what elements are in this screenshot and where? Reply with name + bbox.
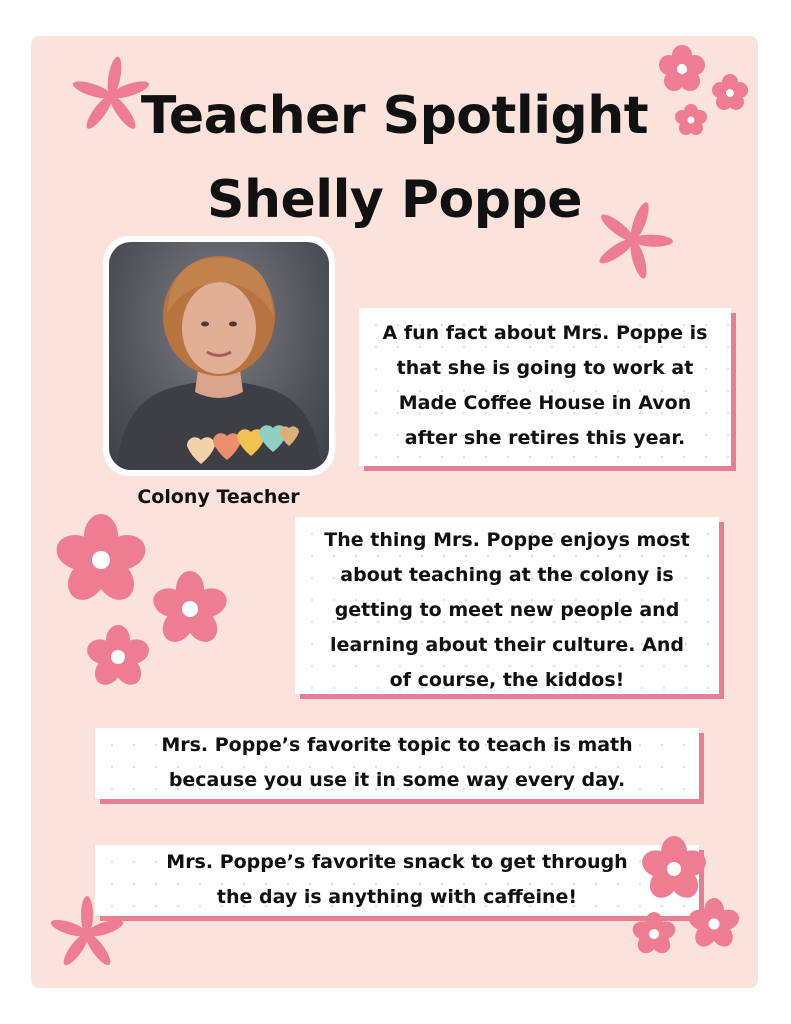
- fact-line: Made Coffee House in Avon: [398, 392, 692, 414]
- teacher-name: Shelly Poppe: [207, 170, 582, 230]
- fact-box-favorite-topic: [95, 728, 699, 799]
- fact-line: the day is anything with caffeine!: [216, 886, 578, 908]
- teacher-photo-frame: [103, 236, 335, 476]
- fact-line: about teaching at the colony is: [340, 564, 674, 586]
- fact-line: Mrs. Poppe’s favorite topic to teach is math: [161, 734, 633, 756]
- photo-caption: Colony Teacher: [137, 486, 300, 508]
- fact-line: of course, the kiddos!: [389, 669, 625, 691]
- fact-box-favorite-snack: [95, 845, 699, 916]
- fact-line: Mrs. Poppe’s favorite snack to get through: [166, 851, 628, 873]
- fact-box-enjoys-most: [295, 517, 719, 694]
- star-flower-icon: [47, 894, 127, 974]
- flower-icon: [83, 624, 153, 690]
- flower-icon: [629, 910, 679, 958]
- fact-line: getting to meet new people and: [334, 599, 680, 621]
- teacher-photo: [109, 242, 329, 470]
- flower-icon: [149, 570, 231, 648]
- flower-icon: [51, 514, 151, 606]
- fact-line: learning about their culture. And: [330, 634, 684, 656]
- flower-icon: [685, 896, 743, 952]
- fact-line: after she retires this year.: [404, 427, 686, 449]
- fact-line: The thing Mrs. Poppe enjoys most: [324, 529, 690, 551]
- spotlight-card: [31, 36, 758, 988]
- fact-line: that she is going to work at: [396, 357, 694, 379]
- page-title: Teacher Spotlight: [140, 86, 649, 146]
- fact-box-fun-fact: [359, 308, 731, 466]
- fact-line: because you use it in some way every day.: [168, 769, 626, 791]
- flower-icon: [637, 834, 711, 904]
- fact-line: A fun fact about Mrs. Poppe is: [382, 322, 708, 344]
